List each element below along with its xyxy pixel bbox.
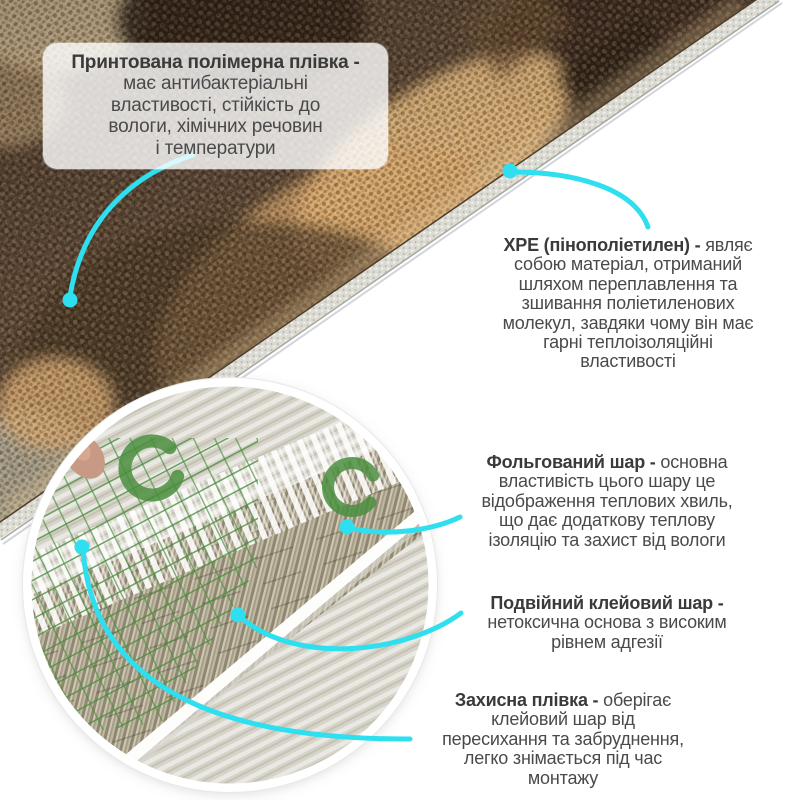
callout-dot-xpe [503, 164, 518, 179]
callout-dot-protective [75, 540, 90, 555]
annotation-printed-film: Принтована полімерна плівка - має антибактеріальні властивості, стійкість до вологи, хімічних речовин і температури [43, 43, 388, 169]
callout-dot-printed-film [63, 293, 78, 308]
annotation-title: Фольгований шар - [486, 452, 656, 472]
callout-dot-adhesive [231, 608, 246, 623]
callout-dot-foil [340, 520, 355, 535]
annotation-title: Захисна плівка - [454, 690, 599, 710]
annotation-foil-layer: Фольгований шар - основна властивість цього шару це відображення теплових хвиль, що дає додаткову теплову ізоляцію та захист від вологи [481, 452, 733, 550]
annotation-protective-film: Захисна плівка - оберігає клейовий шар від пересихання та забруднення, легко знімається під час монтажу [442, 690, 684, 788]
annotation-title: Подвійний клейовий шар - [490, 593, 724, 613]
annotation-title: ХРЕ (пінополіетилен) - [503, 235, 701, 255]
callout-line-xpe [512, 172, 648, 227]
annotation-xpe: ХРЕ (пінополіетилен) - являє собою матеріал, отриманий шляхом переплавлення та зшивання поліетиленових молекул, завдяки чому він має гарні теплоізоляційні властивості [502, 235, 754, 372]
annotation-title: Принтована полімерна плівка - [71, 52, 360, 73]
annotation-double-adhesive: Подвійний клейовий шар - нетоксична основа з високим рівнем адгезії [437, 594, 777, 652]
